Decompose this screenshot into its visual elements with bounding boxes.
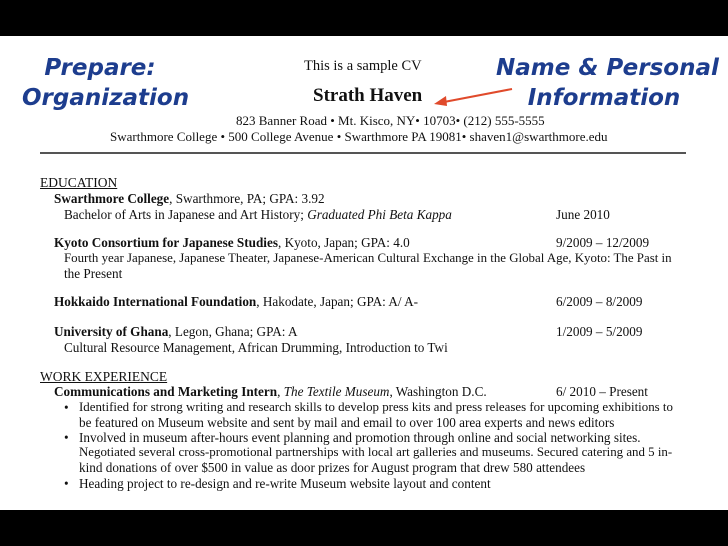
edu-date: 9/2009 – 12/2009 bbox=[556, 235, 650, 250]
edu-date: 1/2009 – 5/2009 bbox=[556, 324, 643, 339]
annotation-line: Prepare: bbox=[44, 55, 156, 81]
edu-place: , Kyoto, Japan; GPA: 4.0 bbox=[277, 235, 410, 250]
edu-detail: Cultural Resource Management, African Drumming, Introduction to Twi bbox=[64, 340, 448, 355]
work-bullet: Heading project to re-design and re-write Museum website layout and content bbox=[79, 476, 491, 491]
work-bullet: Identified for strong writing and research skills to develop press kits and press releases for upcoming exhibitions to bbox=[79, 400, 673, 414]
edu-degree: Bachelor of Arts in Japanese and Art History; bbox=[64, 207, 308, 222]
edu-place: , Hakodate, Japan; GPA: A/ A- bbox=[256, 294, 419, 309]
annotation-line: Information bbox=[527, 85, 681, 111]
bullet-icon: • bbox=[64, 430, 69, 445]
work-entry: Communications and Marketing Intern, The Textile Museum, Washington D.C. bbox=[54, 384, 487, 399]
work-location: , Washington D.C. bbox=[389, 384, 487, 399]
annotation-line: Name & Personal bbox=[496, 55, 719, 81]
sample-note: This is a sample CV bbox=[304, 58, 422, 74]
cv-name: Strath Haven bbox=[313, 85, 423, 106]
edu-detail: Fourth year Japanese, Japanese Theater, Japanese-American Cultural Exchange in the Global Age, Kyoto: The Past in bbox=[64, 251, 672, 265]
work-bullet: Negotiated several cross-promotional partnerships with local art galleries and museums. Secured catering and 5 in- bbox=[79, 445, 673, 459]
work-org: The Textile Museum bbox=[283, 384, 390, 399]
edu-date: June 2010 bbox=[556, 207, 610, 222]
arrow-icon bbox=[0, 36, 728, 510]
work-heading: WORK EXPERIENCE bbox=[40, 369, 168, 384]
work-bullet: be featured on Museum website and sent by mail and email to over 100 area experts and news editors bbox=[79, 415, 615, 430]
bullet-icon: • bbox=[64, 476, 69, 491]
edu-detail: the Present bbox=[64, 266, 123, 281]
work-bullet: kind donations of over $500 in value as door prizes for August program that drew 580 attendees bbox=[79, 460, 586, 475]
edu-school: Swarthmore College bbox=[54, 191, 170, 206]
slide bbox=[0, 36, 728, 510]
cv-address: 823 Banner Road • Mt. Kisco, NY• 10703• (212) 555-5555 bbox=[236, 113, 545, 128]
edu-school: Kyoto Consortium for Japanese Studies bbox=[54, 235, 278, 250]
edu-place: , Swarthmore, PA; GPA: 3.92 bbox=[169, 191, 325, 206]
bullet-icon: • bbox=[64, 400, 69, 415]
work-title: Communications and Marketing Intern bbox=[54, 384, 278, 399]
cv-contact: Swarthmore College • 500 College Avenue • Swarthmore PA 19081• shaven1@swarthmore.edu bbox=[110, 129, 608, 144]
edu-place: , Legon, Ghana; GPA: A bbox=[168, 324, 298, 339]
edu-school: University of Ghana bbox=[54, 324, 169, 339]
edu-school: Hokkaido International Foundation bbox=[54, 294, 257, 309]
work-bullet: Involved in museum after-hours event planning and promotion through online and social networking sites. bbox=[79, 430, 641, 445]
annotation-line: Organization bbox=[22, 85, 190, 111]
edu-date: 6/2009 – 8/2009 bbox=[556, 294, 643, 309]
edu-honor: Graduated Phi Beta Kappa bbox=[307, 207, 452, 222]
education-heading: EDUCATION bbox=[40, 175, 118, 190]
work-date: 6/ 2010 – Present bbox=[556, 384, 648, 399]
